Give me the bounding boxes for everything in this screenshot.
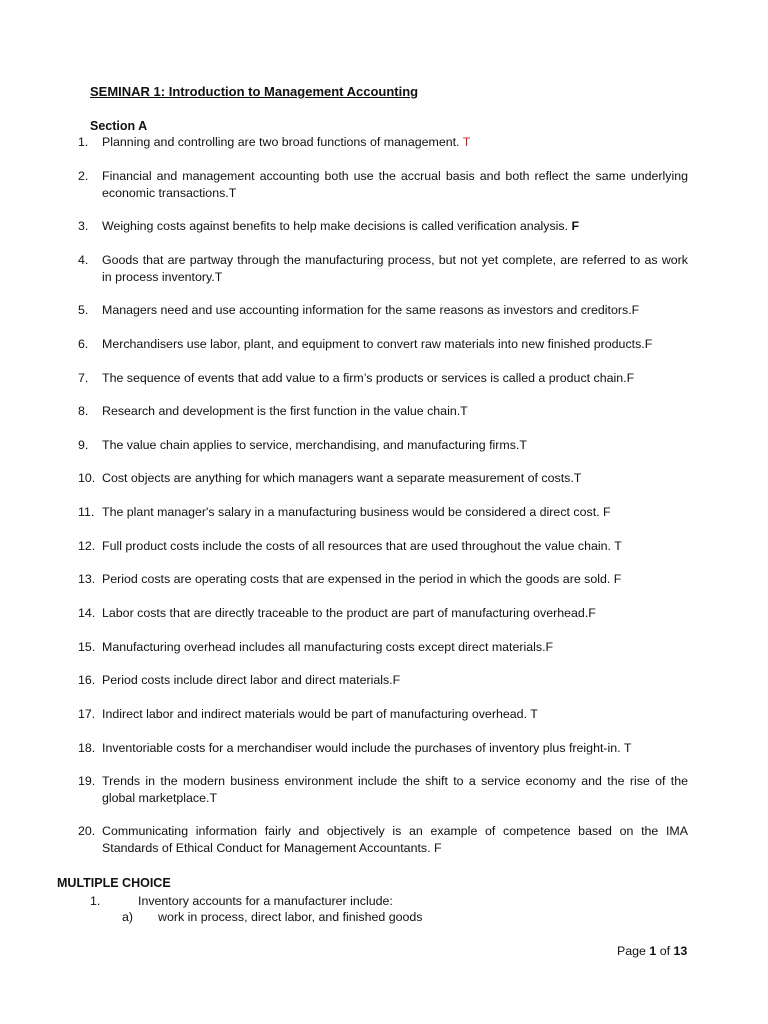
question-text: Trends in the modern business environment include the shift to a service economy and the rise of the global marketplace. xyxy=(102,774,688,805)
question-text: Labor costs that are directly traceable to the product are part of manufacturing overhead. xyxy=(102,606,589,620)
page-total: 13 xyxy=(673,944,688,958)
question-text-block xyxy=(102,605,688,622)
answer-mark: F xyxy=(644,337,653,351)
question-text-block xyxy=(102,403,688,420)
question-item xyxy=(78,370,688,387)
question-item xyxy=(78,437,688,454)
question-text-block xyxy=(102,639,688,656)
question-text: The sequence of events that add value to a firm’s products or services is called a product chain. xyxy=(102,371,627,385)
question-text: The plant manager's salary in a manufacturing business would be considered a direct cost. xyxy=(102,505,604,519)
question-number: 7. xyxy=(78,371,89,385)
question-item xyxy=(78,218,688,235)
question-item xyxy=(78,134,688,151)
page-number xyxy=(617,944,687,958)
section-heading: Section A xyxy=(90,119,148,133)
page-title: SEMINAR 1: Introduction to Management Accounting xyxy=(90,84,419,99)
question-number: 5. xyxy=(78,303,89,317)
question-text: Goods that are partway through the manufacturing process, but not yet complete, are referred to as work in process inventory. xyxy=(102,253,688,284)
answer-mark: F xyxy=(603,505,611,519)
answer-mark: T xyxy=(623,741,632,755)
mc-question xyxy=(90,893,393,910)
question-item xyxy=(78,571,688,588)
question-number: 3. xyxy=(78,219,89,233)
question-text-block xyxy=(102,740,688,757)
question-item xyxy=(78,470,688,487)
question-number: 16. xyxy=(78,673,96,687)
mc-option xyxy=(122,909,422,926)
question-number: 11. xyxy=(78,505,95,519)
question-text-block xyxy=(102,571,688,588)
answer-mark: T xyxy=(462,135,471,149)
question-number: 6. xyxy=(78,337,89,351)
question-text-block xyxy=(102,823,688,857)
question-number: 14. xyxy=(78,606,96,620)
question-text-block xyxy=(102,773,688,807)
question-number: 19. xyxy=(78,774,96,788)
question-text: Merchandisers use labor, plant, and equipment to convert raw materials into new finished products. xyxy=(102,337,645,351)
answer-mark: T xyxy=(614,539,622,553)
answer-mark: F xyxy=(626,371,635,385)
question-text-block xyxy=(102,252,688,286)
answer-mark: T xyxy=(209,791,218,805)
question-text: Period costs are operating costs that are expensed in the period in which the goods are sold. xyxy=(102,572,614,586)
page-prefix: Page xyxy=(617,944,650,958)
question-text-block xyxy=(102,504,688,521)
question-number: 17. xyxy=(78,707,96,721)
answer-mark: T xyxy=(460,404,468,418)
answer-mark: T xyxy=(519,438,527,452)
question-item xyxy=(78,605,688,622)
question-text-block xyxy=(102,470,688,487)
question-number: 9. xyxy=(78,438,89,452)
question-item xyxy=(78,740,688,757)
question-number: 20. xyxy=(78,824,96,838)
answer-mark: T xyxy=(530,707,538,721)
answer-mark: T xyxy=(573,471,582,485)
question-item xyxy=(78,336,688,353)
question-item xyxy=(78,538,688,555)
question-text: Full product costs include the costs of all resources that are used throughout the value chain. xyxy=(102,539,615,553)
page-of: of xyxy=(656,944,674,958)
question-text-block xyxy=(102,370,688,387)
question-text: Indirect labor and indirect materials would be part of manufacturing overhead. xyxy=(102,707,531,721)
question-number: 10. xyxy=(78,471,96,485)
page-current: 1 xyxy=(649,944,657,958)
question-item xyxy=(78,252,688,286)
question-text: The value chain applies to service, merchandising, and manufacturing firms. xyxy=(102,438,520,452)
question-text-block xyxy=(102,437,688,454)
mc-question-text: Inventory accounts for a manufacturer include: xyxy=(138,894,393,908)
answer-mark: F xyxy=(571,219,580,233)
mc-option-text: work in process, direct labor, and finished goods xyxy=(158,910,423,924)
question-text-block xyxy=(102,706,688,723)
answer-mark: F xyxy=(392,673,401,687)
question-item xyxy=(78,672,688,689)
question-item xyxy=(78,639,688,656)
question-number: 4. xyxy=(78,253,89,267)
question-text-block xyxy=(102,336,688,353)
question-item xyxy=(78,823,688,857)
question-text: Research and development is the first function in the value chain. xyxy=(102,404,461,418)
answer-mark: T xyxy=(214,270,223,284)
question-item xyxy=(78,504,688,521)
question-text: Period costs include direct labor and direct materials. xyxy=(102,673,393,687)
question-text: Weighing costs against benefits to help make decisions is called verification analysis. xyxy=(102,219,572,233)
question-text-block xyxy=(102,302,688,319)
answer-mark: F xyxy=(434,841,442,855)
question-number: 8. xyxy=(78,404,89,418)
question-text: Manufacturing overhead includes all manufacturing costs except direct materials. xyxy=(102,640,546,654)
question-number: 1. xyxy=(78,135,89,149)
answer-mark: F xyxy=(545,640,554,654)
question-text-block xyxy=(102,134,688,151)
question-item xyxy=(78,403,688,420)
question-text: Planning and controlling are two broad functions of management. xyxy=(102,135,463,149)
question-number: 18. xyxy=(78,741,96,755)
question-text-block xyxy=(102,672,688,689)
question-number: 13. xyxy=(78,572,96,586)
question-item xyxy=(78,773,688,807)
mc-option-letter: a) xyxy=(122,910,134,924)
question-number: 2. xyxy=(78,169,89,183)
answer-mark: F xyxy=(588,606,596,620)
question-text: Managers need and use accounting information for the same reasons as investors and creditors. xyxy=(102,303,632,317)
answer-mark: F xyxy=(631,303,640,317)
mc-question-number: 1. xyxy=(90,894,101,908)
question-text-block xyxy=(102,168,688,202)
multiple-choice-heading: MULTIPLE CHOICE xyxy=(57,876,171,890)
answer-mark: F xyxy=(613,572,622,586)
question-text: Communicating information fairly and objectively is an example of competence based on the IMA Standards of Ethical Conduct for Management Accountants. xyxy=(102,824,688,855)
question-text: Financial and management accounting both use the accrual basis and both reflect the same underlying economic transactions. xyxy=(102,169,688,200)
question-text: Inventoriable costs for a merchandiser would include the purchases of inventory plus freight-in. xyxy=(102,741,624,755)
question-item xyxy=(78,706,688,723)
question-text-block xyxy=(102,538,688,555)
question-number: 12. xyxy=(78,539,96,553)
answer-mark: T xyxy=(228,186,237,200)
question-number: 15. xyxy=(78,640,96,654)
question-text-block xyxy=(102,218,688,235)
question-item xyxy=(78,168,688,202)
question-text: Cost objects are anything for which managers want a separate measurement of costs. xyxy=(102,471,574,485)
question-item xyxy=(78,302,688,319)
